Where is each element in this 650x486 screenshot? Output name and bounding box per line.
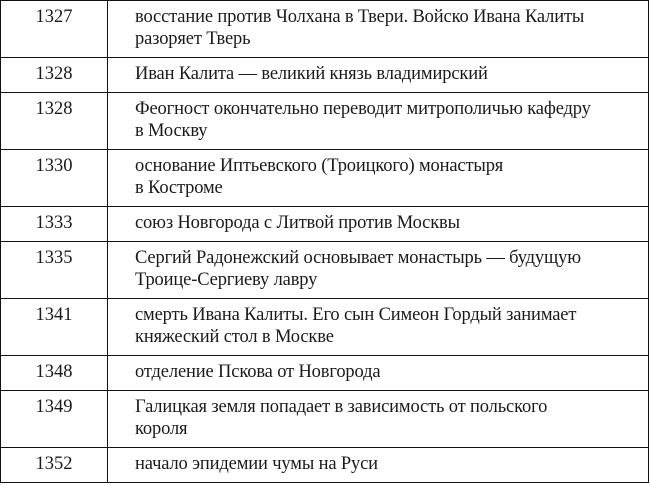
event-cell (108, 1, 649, 58)
event-line: отделение Пскова от Новгорода (135, 362, 381, 382)
event-line: короля (135, 419, 188, 439)
year-cell: 1330 (1, 150, 108, 207)
event-line: Троице-Сергиеву лавру (135, 270, 318, 290)
table-row (1, 299, 649, 356)
year-cell: 1348 (1, 356, 108, 391)
event-line: Феогност окончательно переводит митрополичью кафедру (135, 99, 591, 119)
event-cell (108, 448, 649, 483)
event-cell (108, 391, 649, 448)
table-row (1, 448, 649, 483)
table-row (1, 1, 649, 58)
event-line: союз Новгорода с Литвой против Москвы (135, 213, 460, 233)
event-line: Сергий Радонежский основывает монастырь — будущую (135, 248, 581, 268)
event-cell (108, 207, 649, 242)
event-cell (108, 150, 649, 207)
table-row (1, 356, 649, 391)
year-cell: 1328 (1, 93, 108, 150)
event-cell (108, 299, 649, 356)
event-line: в Москву (135, 121, 208, 141)
event-cell (108, 58, 649, 93)
year-cell: 1333 (1, 207, 108, 242)
event-line: в Костроме (135, 178, 223, 198)
event-line: начало эпидемии чумы на Руси (135, 454, 378, 474)
year-cell: 1328 (1, 58, 108, 93)
event-line: разоряет Тверь (135, 29, 251, 49)
year-cell: 1352 (1, 448, 108, 483)
table-row (1, 242, 649, 299)
event-line: Иван Калита — великий князь владимирский (135, 64, 488, 84)
event-cell (108, 242, 649, 299)
table-row (1, 391, 649, 448)
year-cell: 1349 (1, 391, 108, 448)
event-line: смерть Ивана Калиты. Его сын Симеон Гордый занимает (135, 305, 577, 325)
table-row (1, 150, 649, 207)
event-line: княжеский стол в Москве (135, 327, 334, 347)
year-cell: 1341 (1, 299, 108, 356)
table-row (1, 207, 649, 242)
year-cell: 1335 (1, 242, 108, 299)
table-row (1, 58, 649, 93)
year-cell: 1327 (1, 1, 108, 58)
event-cell (108, 93, 649, 150)
event-line: восстание против Чолхана в Твери. Войско Ивана Калиты (135, 7, 585, 27)
event-line: Галицкая земля попадает в зависимость от польского (135, 397, 548, 417)
table-row (1, 93, 649, 150)
event-cell (108, 356, 649, 391)
event-line: основание Иптьевского (Троицкого) монастыря (135, 156, 504, 176)
